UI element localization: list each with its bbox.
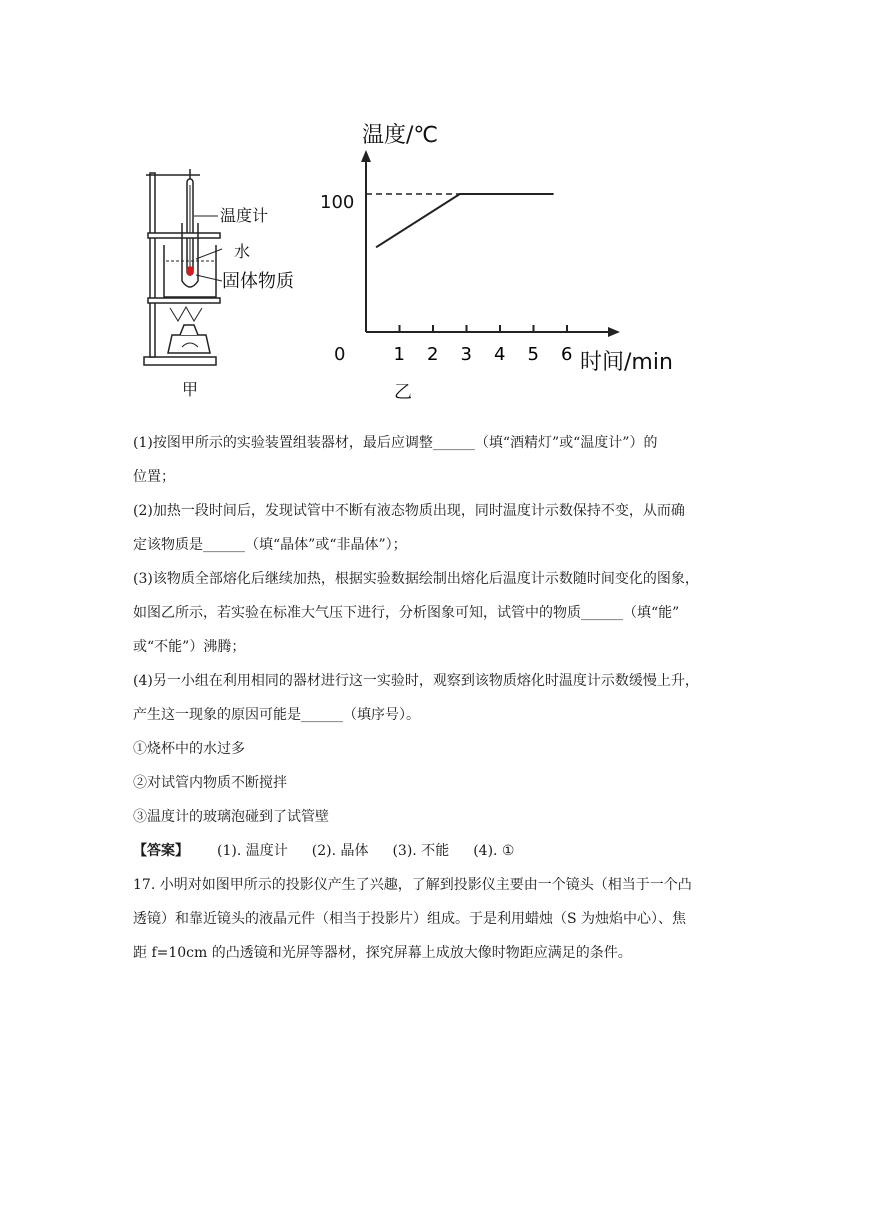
tube-clamp [148,233,220,238]
answer-item-4: (4). ① [473,843,515,859]
apparatus-caption: 甲 [182,380,199,399]
graph-caption: 乙 [394,382,412,403]
q2-line-1: (2)加热一段时间后，发现试管中不断有液态物质出现，同时温度计示数保持不变，从而确 [133,503,685,519]
q2-line-2: 定该物质是______（填“晶体”或“非晶体”）； [133,537,407,553]
x-tick-label: 5 [527,344,539,365]
stand-pole [150,173,155,357]
alcohol-lamp [168,335,210,353]
q3-line-1: (3)该物质全部熔化后继续加热，根据实验数据绘制出熔化后温度计示数随时间变化的图象， [133,571,699,587]
temperature-line [376,194,554,247]
x-tick-label: 6 [561,344,573,365]
solid-label: 固体物质 [222,271,294,292]
x-tick-label: 4 [494,344,506,365]
origin-label: 0 [334,344,346,365]
answer-item-1: (1). 温度计 [217,843,288,859]
water-label: 水 [234,242,251,261]
q17-line-3: 距 f=10cm 的凸透镜和光屏等器材，探究屏幕上成放大像时物距应满足的条件。 [133,945,632,961]
x-tick-label: 3 [460,344,472,365]
question-content [133,426,745,970]
answer-item-2: (2). 晶体 [311,843,369,859]
option-3: ③温度计的玻璃泡碰到了试管壁 [133,809,329,825]
ring-support [148,298,220,303]
temperature-time-graph [300,110,720,410]
q17-line-1: 17. 小明对如图甲所示的投影仪产生了兴趣，了解到投影仪主要由一个镜头（相当于一个凸 [133,877,692,893]
answer-row [133,834,745,868]
x-tick-label: 2 [427,344,439,365]
y-tick-100: 100 [320,192,355,213]
x-axis-arrow [608,327,620,337]
y-axis-label: 温度/℃ [362,123,439,148]
answer-item-3: (3). 不能 [392,843,450,859]
x-tick-label: 1 [393,344,405,365]
answer-label: 【答案】 [133,843,189,859]
y-axis-arrow [361,150,371,162]
figure-area [0,0,869,420]
q1-line-2: 位置； [133,469,175,485]
x-axis-label: 时间/min [580,350,673,375]
q1-line-1: (1)按图甲所示的实验装置组装器材，最后应调整______（填“酒精灯”或“温度计”）的 [133,435,658,451]
thermometer-bulb [187,266,194,276]
stand-base [144,357,216,365]
q4-line-1: (4)另一小组在利用相同的器材进行这一实验时，观察到该物质熔化时温度计示数缓慢上升， [133,673,699,689]
q3-line-2: 如图乙所示，若实验在标准大气压下进行，分析图象可知，试管中的物质______（填“能” [133,605,680,621]
option-2: ②对试管内物质不断搅拌 [133,775,287,791]
q3-line-3: 或“不能”）沸腾； [133,639,246,655]
option-1: ①烧杯中的水过多 [133,741,245,757]
thermometer-label: 温度计 [220,206,269,225]
apparatus-figure [138,163,313,403]
q4-line-2: 产生这一现象的原因可能是______（填序号）。 [133,707,420,723]
q17-line-2: 透镜）和靠近镜头的液晶元件（相当于投影片）组成。于是利用蜡烛（S 为烛焰中心）、焦 [133,911,687,927]
